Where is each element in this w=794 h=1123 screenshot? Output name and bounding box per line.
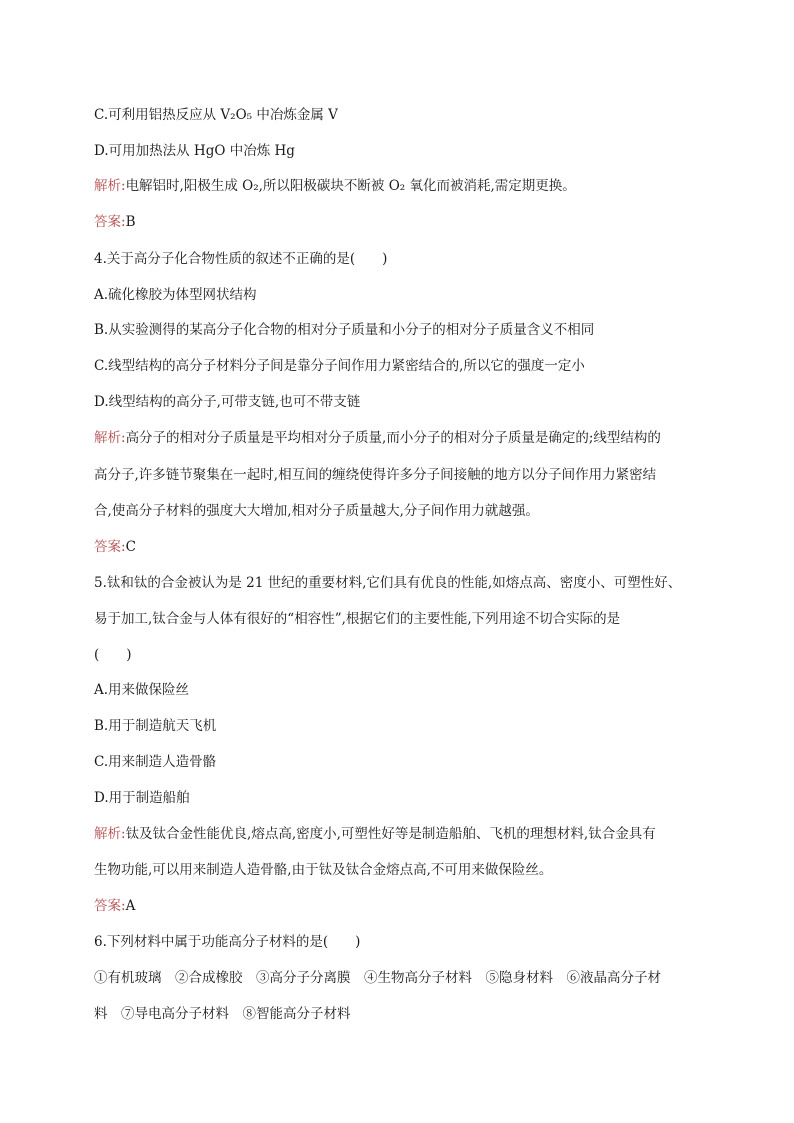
q5-option-c: C.用来制造人造骨骼 [94,754,217,770]
answer-label: 答案: [94,898,126,914]
q5-answer [94,897,135,915]
q4-stem: 4.关于高分子化合物性质的叙述不正确的是( ) [94,251,388,267]
q4-answer [94,538,136,556]
q5-analysis-text-1: 钛及钛合金性能优良,熔点高,密度小,可塑性好等是制造船舶、飞机的理想材料,钛合金具有 [125,826,656,842]
q3-analysis [94,177,576,195]
q3-option-c: C.可利用铝热反应从 V₂O₅ 中冶炼金属 V [94,107,338,123]
analysis-label: 解析: [94,430,126,446]
q4-analysis-line-1 [94,429,661,447]
analysis-label: 解析: [94,178,126,194]
q4-option-a: A.硫化橡胶为体型网状结构 [94,287,257,303]
q5-option-b: B.用于制造航天飞机 [94,718,217,734]
q5-stem-line-1: 5.钛和钛的合金被认为是 21 世纪的重要材料,它们具有优良的性能,如熔点高、密度小、可塑性好、 [94,575,682,591]
q6-items-line-2: 料 ⑦导电高分子材料 ⑧智能高分子材料 [94,1006,351,1022]
q5-stem-line-2: 易于加工,钛合金与人体有很好的“相容性”,根据它们的主要性能,下列用途不切合实际的是 [94,611,621,627]
q4-option-c: C.线型结构的高分子材料分子间是靠分子间作用力紧密结合的,所以它的强度一定小 [94,358,585,374]
q4-option-d: D.线型结构的高分子,可带支链,也可不带支链 [94,394,361,410]
q5-answer-value: A [125,898,136,914]
q4-option-b: B.从实验测得的某高分子化合物的相对分子质量和小分子的相对分子质量含义不相同 [94,322,595,338]
q5-analysis-line-2: 生物功能,可以用来制造人造骨骼,由于钛及钛合金熔点高,不可用来做保险丝。 [94,862,553,878]
q3-analysis-text: 电解铝时,阳极生成 O₂,所以阳极碳块不断被 O₂ 氧化而被消耗,需定期更换。 [125,178,576,194]
answer-label: 答案: [94,539,126,555]
q5-stem-line-3: ( ) [94,647,132,663]
answer-label: 答案: [94,214,126,230]
q4-analysis-line-2: 高分子,许多链节聚集在一起时,相互间的缠绕使得许多分子间接触的地方以分子间作用力紧密结 [94,467,657,483]
q4-analysis-text-1: 高分子的相对分子质量是平均相对分子质量,而小分子的相对分子质量是确定的;线型结构的 [125,430,661,446]
q5-option-d: D.用于制造船舶 [94,790,190,806]
q4-analysis-line-3: 合,使高分子材料的强度大大增加,相对分子质量越大,分子间作用力就越强。 [94,503,539,519]
q3-answer [94,213,135,231]
q5-option-a: A.用来做保险丝 [94,682,190,698]
q6-items-line-1: ①有机玻璃 ②合成橡胶 ③高分子分离膜 ④生物高分子材料 ⑤隐身材料 ⑥液晶高分子材 [94,970,661,986]
q4-answer-value: C [125,539,136,555]
q5-analysis-line-1 [94,825,656,843]
q3-option-d: D.可用加热法从 HgO 中冶炼 Hg [94,143,295,159]
analysis-label: 解析: [94,826,126,842]
q3-answer-value: B [125,214,136,230]
q6-stem: 6.下列材料中属于功能高分子材料的是( ) [94,934,361,950]
